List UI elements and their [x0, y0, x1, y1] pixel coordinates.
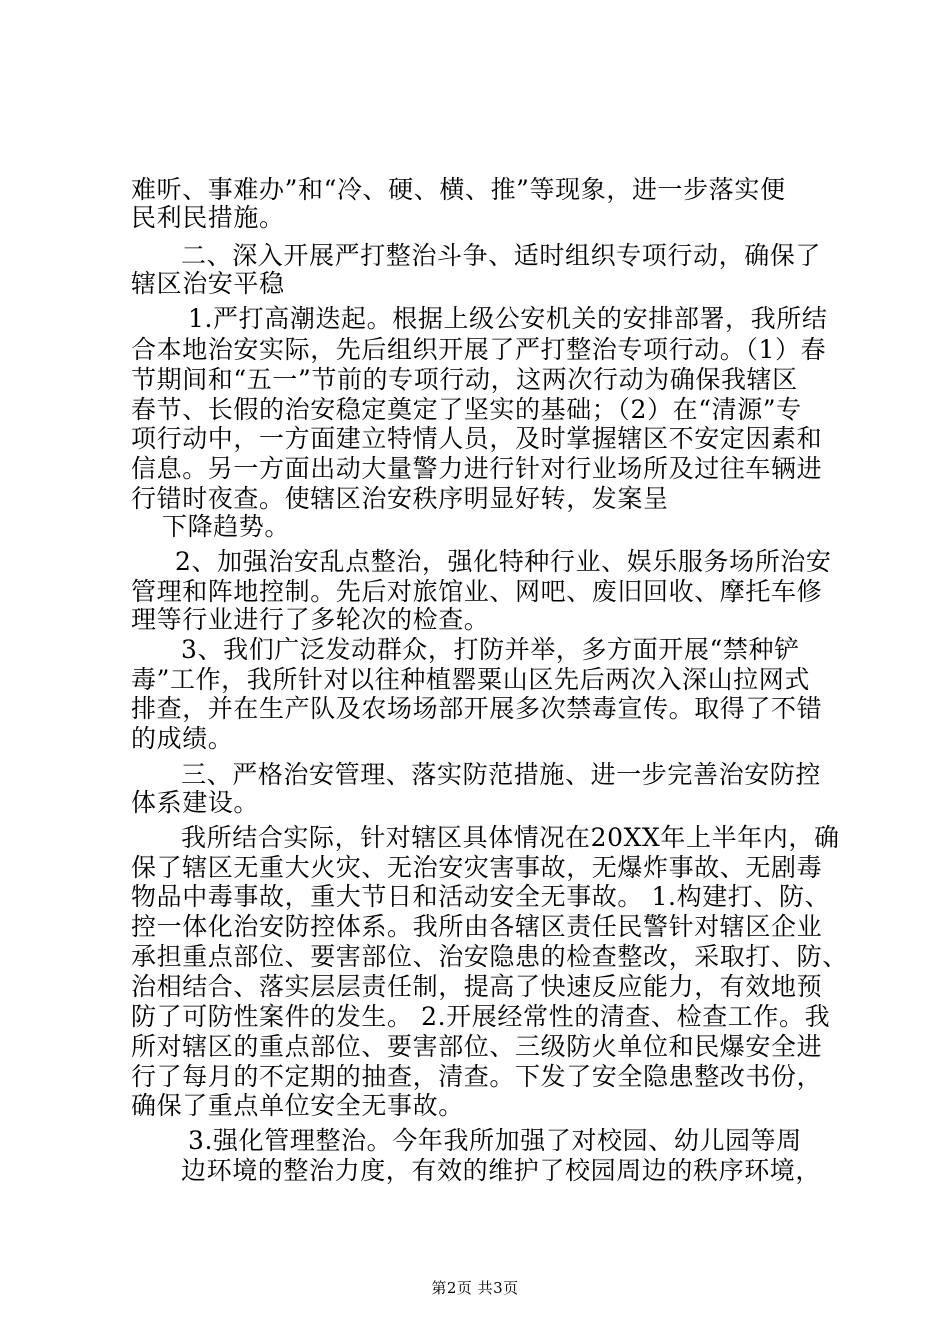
section-heading-3-cont: 体系建设。 [131, 788, 260, 817]
text-line-15: 理等行业进行了多轮次的检查。 [131, 605, 490, 634]
text-line-5: 1.严打高潮迭起。根据上级公安机关的安排部署，我所结 [188, 304, 828, 333]
text-line-23: 保了辖区无重大火灾、无治安灾害事故，无爆炸事故、无剧毒 [131, 853, 823, 882]
text-line-26: 承担重点部位、要害部位、治安隐患的检查整改，采取打、防、 [131, 942, 848, 971]
text-line-17: 毒”工作，我所针对以往种植罂粟山区先后两次入深山拉网式 [131, 665, 810, 694]
section-heading-2-cont: 辖区治安平稳 [131, 269, 285, 298]
text-line-6: 合本地治安实际，先后组织开展了严打整治专项行动。（1）春 [131, 335, 827, 364]
text-line-1: 难听、事难办”和“冷、硬、横、推”等现象，进一步落实便 [131, 175, 786, 204]
text-line-32: 3.强化管理整治。今年我所加强了对校园、幼儿园等周 [188, 1126, 802, 1155]
text-line-33: 边环境的整治力度，有效的维护了校园周边的秩序环境， [181, 1156, 822, 1185]
text-line-16: 3、我们广泛发动群众，打防并举，多方面开展“禁种铲 [181, 635, 800, 664]
text-line-28: 防了可防性案件的发生。 2.开展经常性的清查、检查工作。我 [131, 1002, 831, 1031]
text-line-7: 节期间和“五一”节前的专项行动，这两次行动为确保我辖区 [131, 365, 798, 394]
text-line-19: 的成绩。 [131, 724, 234, 753]
text-line-8: 春节、长假的治安稳定奠定了坚实的基础；（2）在“清源”专 [131, 395, 802, 424]
text-line-9: 项行动中，一方面建立特情人员，及时掌握辖区不安定因素和 [131, 424, 823, 453]
text-line-31: 确保了重点单位安全无事故。 [131, 1091, 464, 1120]
text-line-2: 民利民措施。 [131, 203, 285, 232]
text-line-24: 物品中毒事故，重大节日和活动安全无事故。 1.构建打、防、 [131, 882, 831, 911]
page-number-footer: 第2页 共3页 [431, 1279, 519, 1297]
text-line-18: 排查，并在生产队及农场场部开展多次禁毒宣传。取得了不错 [131, 694, 823, 723]
text-line-30: 行了每月的不定期的抽查，清查。下发了安全隐患整改书份， [131, 1062, 823, 1091]
text-line-29: 所对辖区的重点部位、要害部位、三级防火单位和民爆安全进 [131, 1032, 823, 1061]
text-line-11: 行错时夜查。使辖区治安秩序明显好转，发案呈 [131, 484, 669, 513]
text-line-14: 管理和阵地控制。先后对旅馆业、网吧、废旧回收、摩托车修 [131, 577, 823, 606]
text-line-10: 信息。另一方面出动大量警力进行针对行业场所及过往车辆进 [131, 454, 823, 483]
text-line-12: 下降趋势。 [162, 512, 291, 541]
text-line-13: 2、加强治安乱点整治，强化特种行业、娱乐服务场所治安 [175, 547, 832, 576]
section-heading-3: 三、严格治安管理、落实防范措施、进一步完善治安防控 [181, 760, 822, 789]
text-line-22: 我所结合实际，针对辖区具体情况在20XX年上半年内，确 [181, 823, 840, 852]
text-line-27: 治相结合、落实层层责任制，提高了快速反应能力，有效地预 [131, 972, 823, 1001]
section-heading-2: 二、深入开展严打整治斗争、适时组织专项行动，确保了 [181, 241, 822, 270]
text-line-25: 控一体化治安防控体系。我所由各辖区责任民警针对辖区企业 [131, 912, 823, 941]
